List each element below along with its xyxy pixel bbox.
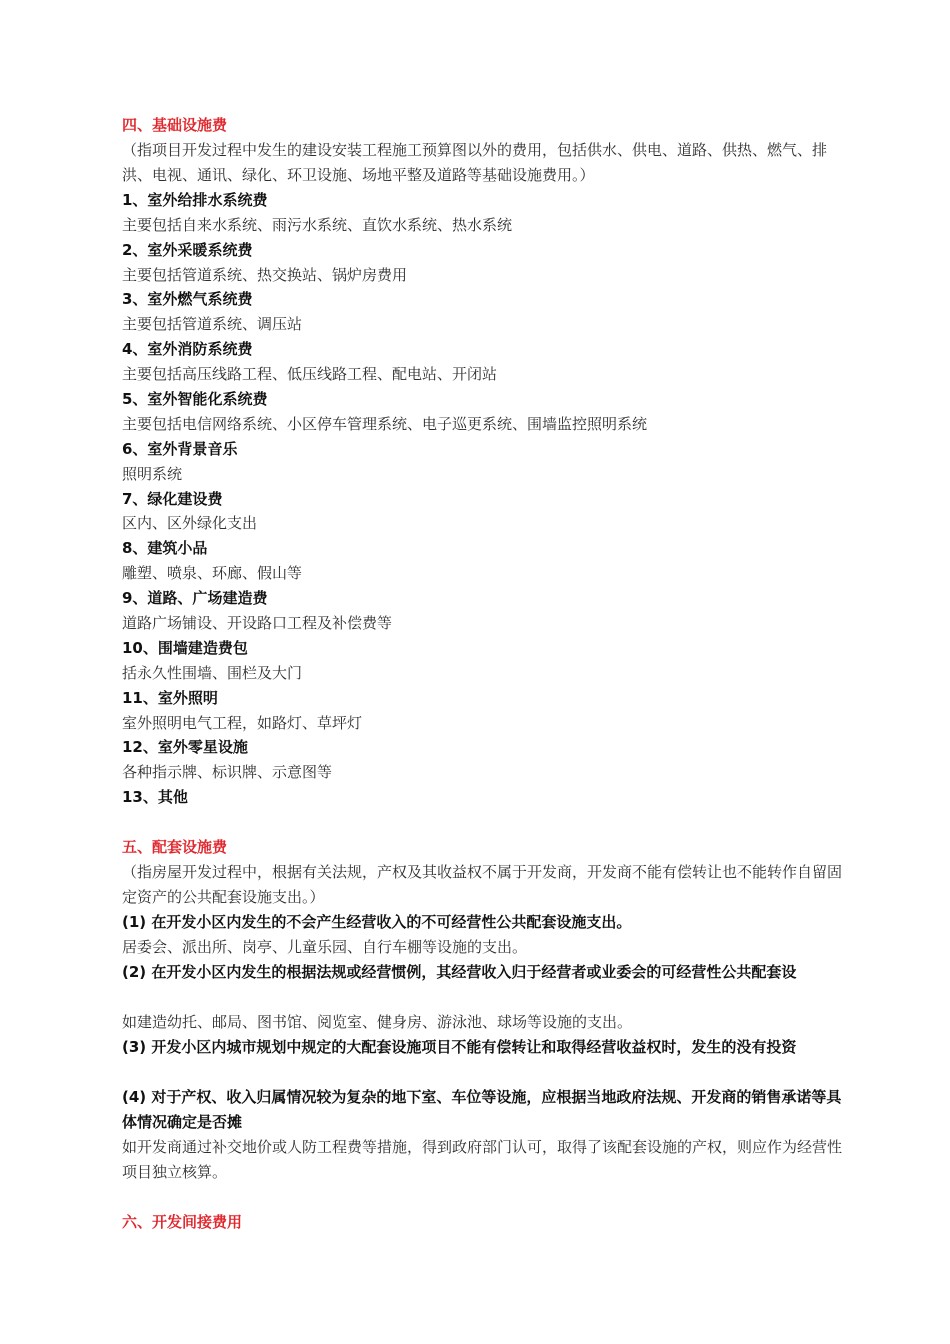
item-text: 照明系统 <box>122 464 183 483</box>
section-title: 四、基础设施费 <box>122 116 228 134</box>
item-text: 室外照明电气工程，如路灯、草坪灯 <box>122 713 363 732</box>
item-text: 主要包括电信网络系统、小区停车管理系统、电子巡更系统、围墙监控照明系统 <box>122 414 648 433</box>
section-spacer <box>122 1185 842 1210</box>
item-heading: 6、室外背景音乐 <box>122 439 238 458</box>
section-intro: （指项目开发过程中发生的建设安装工程施工预算图以外的费用，包括供水、供电、道路、供热、燃气、排洪、电视、通讯、绿化、环卫设施、场地平整及道路等基础设施费用。） <box>122 140 828 184</box>
item-heading: 7、绿化建设费 <box>122 489 223 508</box>
section-title: 五、配套设施费 <box>122 838 228 857</box>
item-text: 主要包括管道系统、热交换站、锅炉房费用 <box>122 265 408 284</box>
item-heading: (4) 对于产权、收入归属情况较为复杂的地下室、车位等设施，应根据当地政府法规、开发商的销售承诺等具体情况确定是否摊 <box>122 1087 842 1131</box>
item-heading: (1) 在开发小区内发生的不会产生经营收入的不可经营性公共配套设施支出。 <box>122 913 632 932</box>
item-heading: 5、室外智能化系统费 <box>122 390 268 409</box>
item-text: 道路广场铺设、开设路口工程及补偿费等 <box>122 614 393 633</box>
item-text: 雕塑、喷泉、环廊、假山等 <box>122 564 303 583</box>
item-heading: 13、其他 <box>122 788 188 807</box>
item-text: 括永久性围墙、围栏及大门 <box>122 663 303 682</box>
item-heading: 9、道路、广场建造费 <box>122 589 268 608</box>
item-heading: 4、室外消防系统费 <box>122 340 253 359</box>
item-heading: (3) 开发小区内城市规划中规定的大配套设施项目不能有偿转让和取得经营收益权时，发生的没有投资 <box>122 1037 797 1056</box>
section-spacer <box>122 810 842 835</box>
item-text: 区内、区外绿化支出 <box>122 514 258 533</box>
item-text: 主要包括高压线路工程、低压线路工程、配电站、开闭站 <box>122 365 498 384</box>
item-text: 各种指示牌、标识牌、示意图等 <box>122 763 333 782</box>
item-heading: 11、室外照明 <box>122 688 218 707</box>
item-text: 居委会、派出所、岗亭、儿童乐园、自行车棚等设施的支出。 <box>122 937 528 956</box>
item-text: 如开发商通过补交地价或人防工程费等措施，得到政府部门认可，取得了该配套设施的产权，则应作为经营性项目独立核算。 <box>122 1137 843 1181</box>
item-text: 主要包括自来水系统、雨污水系统、直饮水系统、热水系统 <box>122 215 513 234</box>
section-intro: （指房屋开发过程中，根据有关法规，产权及其收益权不属于开发商，开发商不能有偿转让也不能转作自留固定资产的公共配套设施支出。） <box>122 863 843 906</box>
item-text: 主要包括管道系统、调压站 <box>122 315 303 334</box>
item-heading: 10、围墙建造费包 <box>122 638 248 657</box>
item-heading: 12、室外零星设施 <box>122 738 248 757</box>
item-heading: 1、室外给排水系统费 <box>122 190 268 209</box>
item-heading: 3、室外燃气系统费 <box>122 290 253 309</box>
item-heading: (2) 在开发小区内发生的根据法规或经营惯例，其经营收入归于经营者或业委会的可经营性公共配套设 <box>122 962 797 981</box>
item-heading: 8、建筑小品 <box>122 539 208 558</box>
document-page <box>122 113 842 1235</box>
section-title: 六、开发间接费用 <box>122 1212 243 1231</box>
item-heading: 2、室外采暖系统费 <box>122 240 253 259</box>
item-text: 如建造幼托、邮局、图书馆、阅览室、健身房、游泳池、球场等设施的支出。 <box>122 1012 633 1031</box>
